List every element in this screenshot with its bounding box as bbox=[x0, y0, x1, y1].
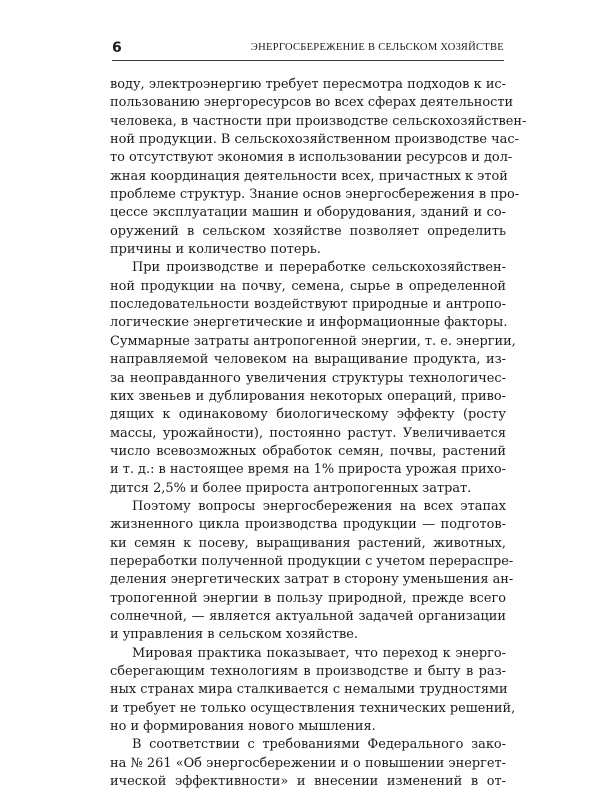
page-number: 6 bbox=[112, 40, 122, 56]
text-line: число всевозможных обработок семян, почвы, растений bbox=[110, 443, 506, 459]
text-line: за неоправданного увеличения структуры технологичес- bbox=[110, 370, 506, 386]
text-line: и управления в сельском хозяйстве. bbox=[110, 627, 358, 643]
text-line: ической эффективности» и внесении изменений в от- bbox=[110, 774, 506, 790]
text-line: жизненного цикла производства продукции — подготов- bbox=[110, 517, 506, 533]
text-line: ных странах мира сталкивается с немалыми трудностями bbox=[110, 682, 508, 698]
paragraph bbox=[110, 259, 516, 497]
text-line: ких звеньев и дублирования некоторых операций, приво- bbox=[110, 388, 506, 404]
text-line: направляемой человеком на выращивание продукта, из- bbox=[110, 352, 506, 368]
text-line: переработки полученной продукции с учетом перераспре- bbox=[110, 553, 514, 569]
text-line: пользованию энергоресурсов во всех сферах деятельности bbox=[110, 95, 514, 111]
paragraph bbox=[110, 645, 516, 737]
text-line: и требует не только осуществления технических решений, bbox=[110, 700, 516, 716]
text-line: последовательности воздействуют природные и антропо- bbox=[110, 297, 506, 313]
text-line: солнечной, — является актуальной задачей организации bbox=[110, 608, 506, 624]
paragraph bbox=[110, 736, 506, 791]
text-line: сберегающим технологиям в производстве и быту в раз- bbox=[110, 664, 506, 679]
text-line: ной продукции. В сельскохозяйственном производстве час- bbox=[110, 132, 519, 148]
text-line: При производстве и переработке сельскохозяйствен- bbox=[132, 260, 506, 276]
text-line: тропогенной энергии в пользу природной, прежде всего bbox=[110, 590, 506, 606]
text-line: Мировая практика показывает, что переход к энерго- bbox=[132, 645, 506, 661]
text-line: дится 2,5% и более прироста антропогенных затрат. bbox=[110, 480, 472, 496]
text-line: логические энергетические и информационные факторы. bbox=[110, 315, 508, 331]
text-line: Суммарные затраты антропогенной энергии, т. е. энергии, bbox=[110, 333, 516, 349]
running-header bbox=[112, 36, 504, 61]
text-line: человека, в частности при производстве сельскохозяйствен- bbox=[110, 113, 527, 129]
text-line: дящих к одинаковому биологическому эффекту (росту bbox=[110, 407, 506, 423]
text-line: ки семян к посеву, выращивания растений, животных, bbox=[110, 535, 506, 551]
paragraph bbox=[110, 76, 527, 259]
text-line: деления энергетических затрат в сторону уменьшения ан- bbox=[110, 572, 514, 588]
text-line: то отсутствуют экономия в использовании ресурсов и дол- bbox=[110, 150, 513, 166]
text-line: на № 261 «Об энергосбережении и о повышении энергет- bbox=[110, 755, 506, 771]
text-line: причины и количество потерь. bbox=[110, 242, 321, 258]
text-line: ной продукции на почву, семена, сырье в определенной bbox=[110, 278, 506, 294]
text-line: цессе эксплуатации машин и оборудования, зданий и со- bbox=[110, 205, 506, 221]
running-title: ЭНЕРГОСБЕРЕЖЕНИЕ В СЕЛЬСКОМ ХОЗЯЙСТВЕ bbox=[250, 42, 504, 53]
text-line: массы, урожайности), постоянно растут. Увеличивается bbox=[110, 425, 506, 441]
text-line: жная координация деятельности всех, причастных к этой bbox=[110, 168, 508, 184]
text-line: воду, электроэнергию требует пересмотра подходов к ис- bbox=[110, 77, 506, 92]
text-line: но и формирования нового мышления. bbox=[110, 719, 376, 735]
text-line: В соответствии с требованиями Федерального зако- bbox=[132, 737, 506, 753]
text-line: и т. д.: в настоящее время на 1% прироста урожая прихо- bbox=[110, 462, 506, 478]
text-line: оружений в сельском хозяйстве позволяет определить bbox=[110, 223, 506, 239]
body-text bbox=[110, 76, 527, 791]
text-line: Поэтому вопросы энергосбережения на всех этапах bbox=[132, 498, 506, 514]
paragraph bbox=[110, 498, 514, 645]
text-line: проблеме структур. Знание основ энергосбережения в про- bbox=[110, 187, 520, 203]
